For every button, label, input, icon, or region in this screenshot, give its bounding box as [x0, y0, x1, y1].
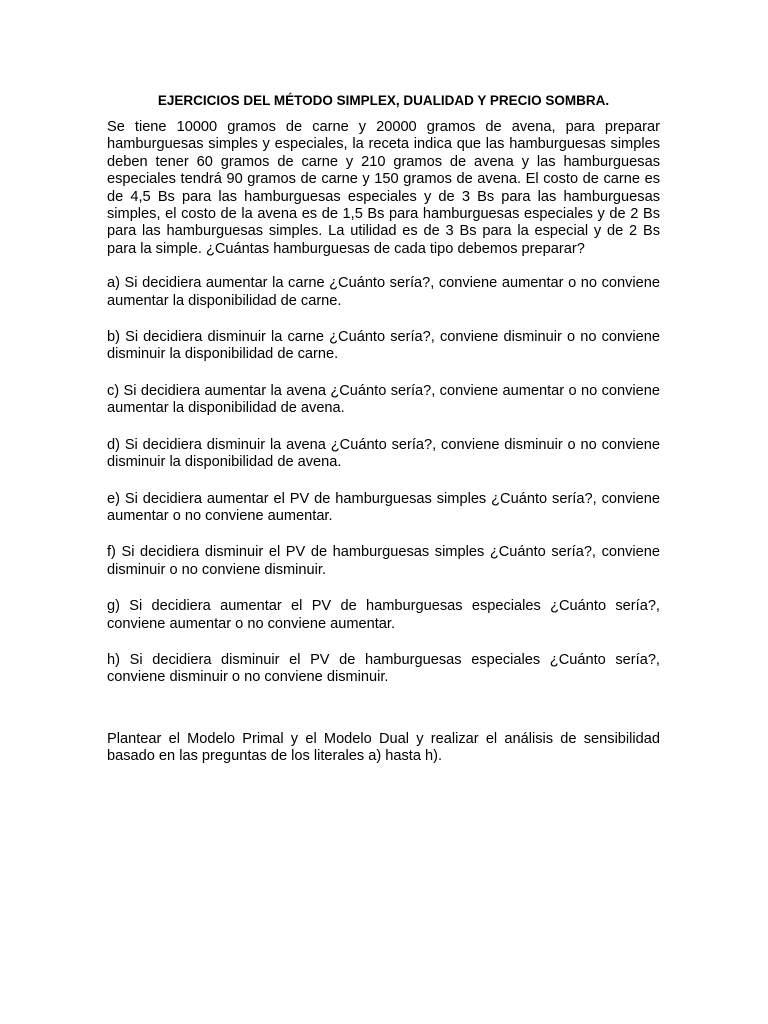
document-page — [107, 92, 660, 766]
problem-statement: Se tiene 10000 gramos de carne y 20000 gramos de avena, para preparar hamburguesas simples y especiales, la receta indica que las hamburguesas simples deben tener 60 gramos de carne y 210 gramos de avena y las hamburguesas especiales tendrá 90 gramos de carne y 150 gramos de avena. El costo de carne es de 4,5 Bs para las hamburguesas especiales y de 3 Bs para las hamburguesas simples, el costo de la avena es de 1,5 Bs para hamburguesas especiales y de 2 Bs para las hamburguesas simples. La utilidad es de 3 Bs para la especial y de 2 Bs para la simple. ¿Cuántas hamburguesas de cada tipo debemos preparar? — [107, 119, 660, 257]
question-f: f) Si decidiera disminuir el PV de hamburguesas simples ¿Cuánto sería?, conviene disminuir o no conviene disminuir. — [107, 544, 660, 578]
question-g: g) Si decidiera aumentar el PV de hamburguesas especiales ¿Cuánto sería?, conviene aumentar o no conviene aumentar. — [107, 598, 660, 632]
question-d: d) Si decidiera disminuir la avena ¿Cuánto sería?, conviene disminuir o no conviene disminuir la disponibilidad de avena. — [107, 436, 660, 471]
question-h: h) Si decidiera disminuir el PV de hamburguesas especiales ¿Cuánto sería?, conviene disminuir o no conviene disminuir. — [107, 651, 660, 686]
question-a: a) Si decidiera aumentar la carne ¿Cuánto sería?, conviene aumentar o no conviene aumentar la disponibilidad de carne. — [107, 275, 660, 309]
document-title: EJERCICIOS DEL MÉTODO SIMPLEX, DUALIDAD Y PRECIO SOMBRA. — [157, 93, 610, 108]
final-instruction: Plantear el Modelo Primal y el Modelo Dual y realizar el análisis de sensibilidad basado en las preguntas de los literales a) hasta h). — [107, 730, 660, 765]
question-c: c) Si decidiera aumentar la avena ¿Cuánto sería?, conviene aumentar o no conviene aumentar la disponibilidad de avena. — [107, 382, 660, 417]
question-b: b) Si decidiera disminuir la carne ¿Cuánto sería?, conviene disminuir o no conviene disminuir la disponibilidad de carne. — [107, 329, 660, 363]
question-e: e) Si decidiera aumentar el PV de hamburguesas simples ¿Cuánto sería?, conviene aumentar o no conviene aumentar. — [107, 490, 660, 524]
